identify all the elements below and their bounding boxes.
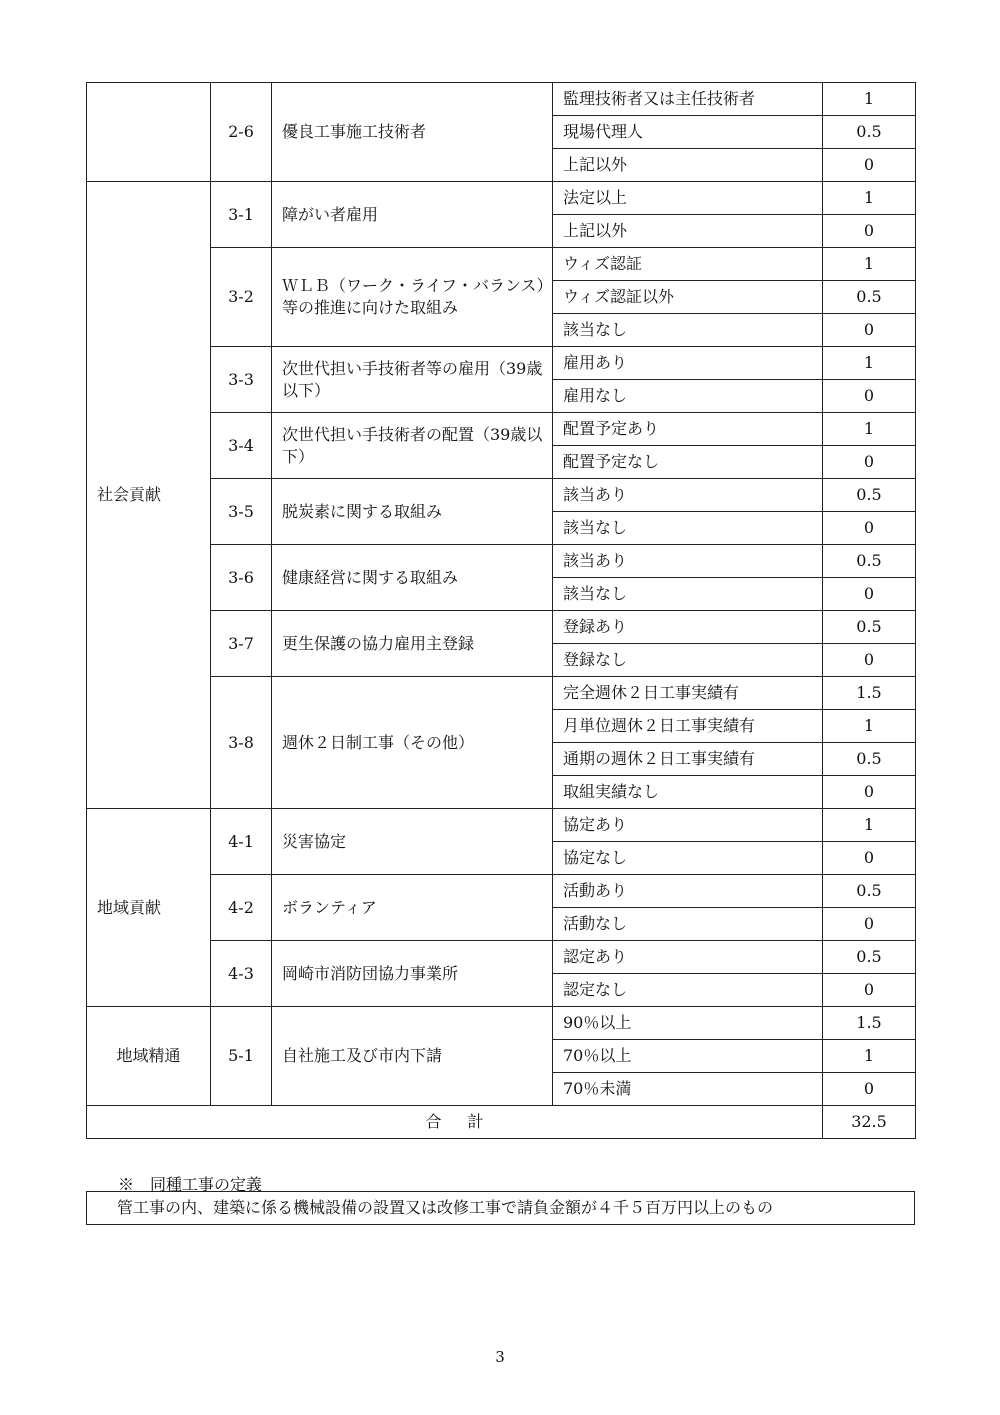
item-code: 3-5	[211, 479, 272, 545]
item-name: ボランティア	[272, 875, 553, 941]
option-score: 0	[823, 776, 916, 809]
option-label: 協定あり	[553, 809, 823, 842]
option-score: 0.5	[823, 545, 916, 578]
option-label: 監理技術者又は主任技術者	[553, 83, 823, 116]
item-name: 災害協定	[272, 809, 553, 875]
note-heading: ※ 同種工事の定義	[118, 1175, 263, 1194]
option-score: 0.5	[823, 743, 916, 776]
item-code: 3-7	[211, 611, 272, 677]
option-label: ウィズ認証以外	[553, 281, 823, 314]
option-score: 1	[823, 710, 916, 743]
option-label: 認定あり	[553, 941, 823, 974]
option-label: 法定以上	[553, 182, 823, 215]
option-label: 70％以上	[553, 1040, 823, 1073]
option-label: ウィズ認証	[553, 248, 823, 281]
option-label: 月単位週休２日工事実績有	[553, 710, 823, 743]
option-label: 配置予定あり	[553, 413, 823, 446]
option-label: 雇用なし	[553, 380, 823, 413]
option-score: 1	[823, 182, 916, 215]
evaluation-table	[86, 82, 916, 1139]
item-name: 脱炭素に関する取組み	[272, 479, 553, 545]
option-label: 上記以外	[553, 215, 823, 248]
option-label: 完全週休２日工事実績有	[553, 677, 823, 710]
item-name: 健康経営に関する取組み	[272, 545, 553, 611]
option-score: 0	[823, 446, 916, 479]
item-code: 3-8	[211, 677, 272, 809]
item-code: 3-3	[211, 347, 272, 413]
category-regional-contribution: 地域貢献	[87, 809, 211, 1007]
item-code: 4-3	[211, 941, 272, 1007]
category-regional-knowledge: 地域精通	[87, 1007, 211, 1106]
option-label: 活動あり	[553, 875, 823, 908]
total-row	[87, 1106, 916, 1139]
item-name: 優良工事施工技術者	[272, 83, 553, 182]
page-number: 3	[495, 1348, 505, 1366]
option-score: 0	[823, 149, 916, 182]
option-label: 配置予定なし	[553, 446, 823, 479]
option-score: 0	[823, 512, 916, 545]
category-social-contribution: 社会貢献	[87, 182, 211, 809]
item-code: 5-1	[211, 1007, 272, 1106]
option-score: 1	[823, 1040, 916, 1073]
option-score: 0	[823, 314, 916, 347]
option-score: 1	[823, 83, 916, 116]
item-code: 3-6	[211, 545, 272, 611]
definition-box	[86, 1191, 915, 1225]
option-score: 0.5	[823, 116, 916, 149]
item-code: 3-4	[211, 413, 272, 479]
option-score: 0	[823, 842, 916, 875]
category-cell	[87, 83, 211, 182]
option-label: 該当なし	[553, 512, 823, 545]
option-label: 取組実績なし	[553, 776, 823, 809]
item-code: 3-1	[211, 182, 272, 248]
option-label: 通期の週休２日工事実績有	[553, 743, 823, 776]
option-label: 上記以外	[553, 149, 823, 182]
item-name: 週休２日制工事（その他）	[272, 677, 553, 809]
option-label: 該当あり	[553, 479, 823, 512]
option-label: 登録なし	[553, 644, 823, 677]
item-code: 4-1	[211, 809, 272, 875]
option-score: 1	[823, 347, 916, 380]
item-name: 更生保護の協力雇用主登録	[272, 611, 553, 677]
option-score: 1	[823, 413, 916, 446]
option-label: 現場代理人	[553, 116, 823, 149]
item-name: 障がい者雇用	[272, 182, 553, 248]
item-name: 自社施工及び市内下請	[272, 1007, 553, 1106]
option-label: 該当なし	[553, 578, 823, 611]
item-name: 岡崎市消防団協力事業所	[272, 941, 553, 1007]
item-name: ＷＬＢ（ワーク・ライフ・バランス）等の推進に向けた取組み	[272, 248, 553, 347]
item-name: 次世代担い手技術者の配置（39歳以下）	[272, 413, 553, 479]
option-label: 協定なし	[553, 842, 823, 875]
option-label: 登録あり	[553, 611, 823, 644]
option-score: 0	[823, 578, 916, 611]
item-code: 3-2	[211, 248, 272, 347]
option-score: 1	[823, 248, 916, 281]
option-score: 0	[823, 380, 916, 413]
total-value: 32.5	[823, 1106, 916, 1139]
option-score: 0.5	[823, 941, 916, 974]
option-score: 1	[823, 809, 916, 842]
option-label: 70％未満	[553, 1073, 823, 1106]
option-label: 90％以上	[553, 1007, 823, 1040]
option-score: 0.5	[823, 611, 916, 644]
option-score: 0	[823, 974, 916, 1007]
option-label: 該当なし	[553, 314, 823, 347]
option-label: 該当あり	[553, 545, 823, 578]
option-score: 1.5	[823, 1007, 916, 1040]
option-score: 0.5	[823, 875, 916, 908]
option-score: 0	[823, 644, 916, 677]
option-score: 0	[823, 1073, 916, 1106]
total-label	[87, 1106, 823, 1139]
item-name: 次世代担い手技術者等の雇用（39歳以下）	[272, 347, 553, 413]
option-score: 0.5	[823, 281, 916, 314]
item-code: 2-6	[211, 83, 272, 182]
option-score: 0	[823, 215, 916, 248]
item-code: 4-2	[211, 875, 272, 941]
option-label: 活動なし	[553, 908, 823, 941]
option-label: 雇用あり	[553, 347, 823, 380]
total-label-2: 計	[467, 1112, 484, 1132]
option-score: 0	[823, 908, 916, 941]
option-score: 1.5	[823, 677, 916, 710]
option-score: 0.5	[823, 479, 916, 512]
total-label-1: 合	[425, 1112, 442, 1132]
definition-text: 管工事の内、建築に係る機械設備の設置又は改修工事で請負金額が４千５百万円以上のもの	[117, 1198, 774, 1217]
option-label: 認定なし	[553, 974, 823, 1007]
